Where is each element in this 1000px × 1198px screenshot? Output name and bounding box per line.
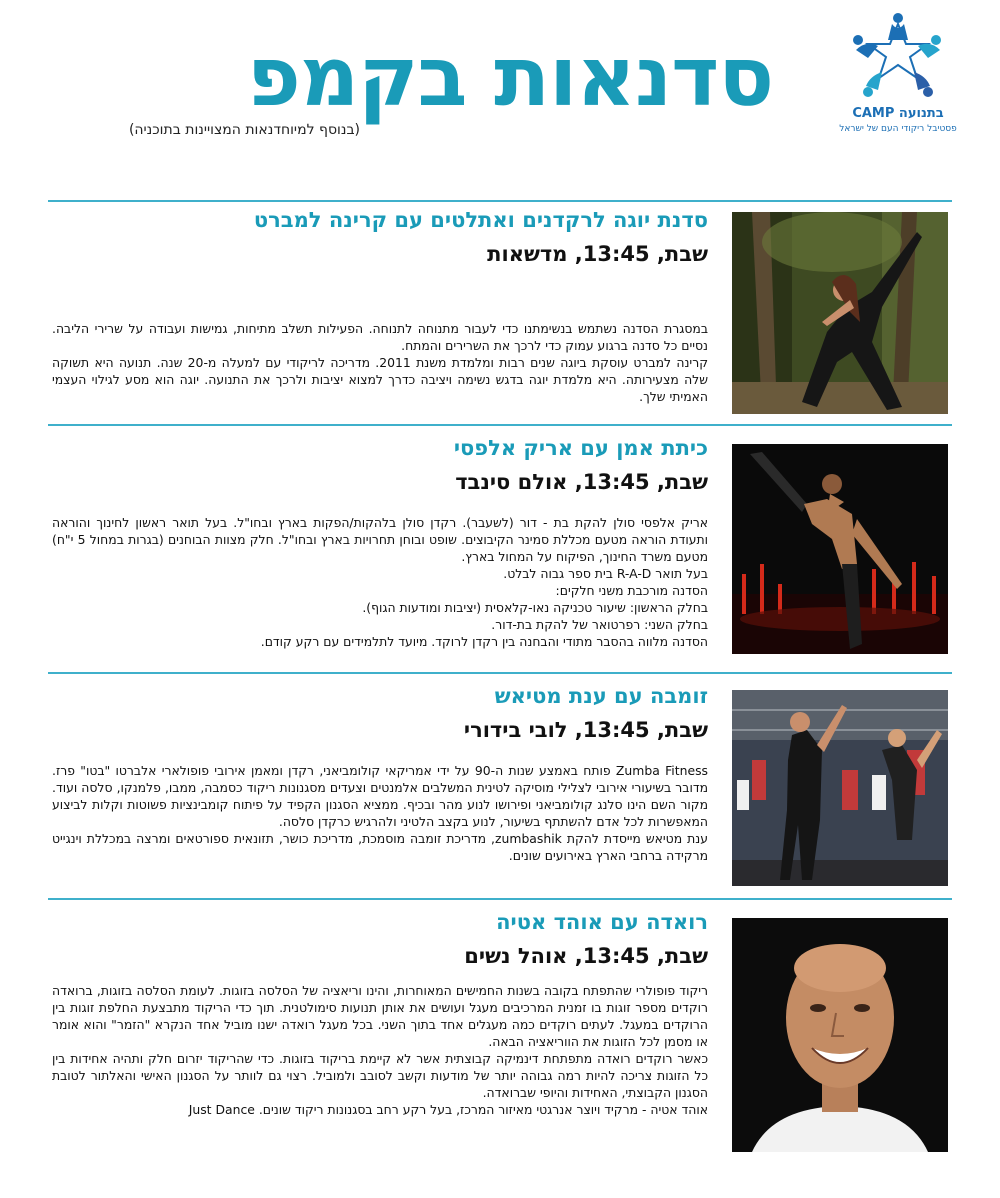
page-header <box>0 0 1000 190</box>
description-paragraph: הסדנה מלווה בהסבר מתודי והבחנה בין רקדן לרוקד. מיועד לתלמידים עם רקע קודם. <box>260 634 708 649</box>
section-divider <box>48 200 952 202</box>
festival-logo <box>838 10 958 140</box>
description-paragraph: ענת מטיאש מייסדת להקת zumbashik, מדריכת זומבה מוסמכת, מדריכת כושר, תזונאית ספורטאים ומרצה במכללת וינגייט מרקידה ברחבי הארץ באירועים שונים. <box>52 831 708 863</box>
logo-wordmark: CAMP בתנועה <box>852 106 944 121</box>
dancers-star-icon <box>848 10 948 106</box>
description-paragraph: בעל תואר R-A-D בית ספר גבוה לבלט. <box>503 566 708 581</box>
workshop-time-location: שבת, 13:45, מדשאות <box>487 242 708 266</box>
dancer-photo <box>732 444 948 654</box>
description-paragraph: קרינה למברט עוסקת ביוגה שנים רבות ומלמדת משנת 2011. מדריכה לריקודי עם למעלה מ-20 שנה. תנועה היא תשוקה שלה מצעירותה. היא מלמדת יוגה בדגש נשימה ויציבה כדרך למצוא יציבות ולרכך את התנועה. יוגה הוא מסע לגילוי העצמי האמיתי שלך. <box>52 355 708 404</box>
description-paragraph: בחלק הראשון: שיעור טכניקה נאו-קלאסית (יציבות ומודעות הגוף). <box>362 600 708 615</box>
workshop-time-location: שבת, 13:45, אולם סינבד <box>455 470 708 494</box>
workshop-zumba <box>48 684 952 892</box>
workshop-rueda <box>48 910 952 1160</box>
workshop-description <box>52 514 708 650</box>
workshop-time-location: שבת, 13:45, אוהל נשים <box>464 944 708 968</box>
workshop-description <box>52 982 708 1118</box>
workshop-time-location: שבת, 13:45, לובי בידורי <box>463 718 708 742</box>
description-paragraph: Zumba Fitness פותח באמצע שנות ה-90 על ידי אמריקאי קולומביאני, רקדן ומאמן אירובי פופולארי אלברטו "בטו" פרז. מדובר בשיעורי אירובי לצלילי מוסיקה לטינית המשלבים אלמנטים וצעדים מסגנונות ריקוד כסמבה, ממבו, פלמנקו, סלסה ועוד. מקור השם הינו סלנג קולומביאני ופירושו לנוע מהר ובכיף. ממציא הסגנון הקפיד על פיתוח קומבינציות פשוטות וקלות לביצוע המאפשרות לכל אדם להשתתף בשיעור, לנוע בקצב הלטיני ולהרגיש כרקדן סלסה. <box>52 763 708 829</box>
section-divider <box>48 672 952 674</box>
zumba-photo <box>732 690 948 886</box>
workshop-description <box>52 320 708 405</box>
description-paragraph: אוהד אטיה - מרקיד ויוצר אנרגטי מאיזור המרכז, בעל רקע רחב בסגנונות ריקוד שונים. Just Dance <box>188 1102 708 1117</box>
workshop-title: זומבה עם ענת מטיאש <box>494 684 708 708</box>
page-title: סדנאות בקמפ <box>246 30 774 125</box>
description-paragraph: אריק אלפסי סולן להקת בת - דור (לשעבר). רקדן סולן בלהקות/הפקות בארץ ובחו"ל. בעל תואר ראשון לחינוך והוראה ותעודת הוראה מטעם מכללת סמינר הקיבוצים. שופט ובוחן תחרויות בארץ ובחו"ל. חלק מצוות הבוחנים (בגרות במחול 5 י"ח) מטעם משרד החינוך, הפיקוח על המחול בארץ. <box>52 515 708 564</box>
logo-tagline: פסטיבל ריקודי העם של ישראל <box>839 124 957 134</box>
workshop-master-class <box>48 436 952 664</box>
yoga-photo <box>732 212 948 414</box>
section-divider <box>48 424 952 426</box>
workshop-yoga <box>48 208 952 418</box>
page-subtitle: (בנוסף למיוחדנאות המצויינות בתוכניה) <box>128 122 360 138</box>
description-paragraph: בחלק השני: רפרטואר של להקת בת-דור. <box>491 617 708 632</box>
description-paragraph: הסדנה מורכבת משני חלקים: <box>555 583 708 598</box>
description-paragraph: במסגרת הסדנה נשתמש בנשימתנו כדי לעבור מתנוחה לתנוחה. הפעילות תשלב מתיחות, גמישות ועבודה על שרירי הליבה. נסיים כל סדנה ברגוע עמוק כדי לרכך את השרירים והמתח. <box>52 321 708 353</box>
portrait-photo <box>732 918 948 1152</box>
description-paragraph: ריקוד פופולרי שהתפתח בקובה בשנות החמישים המאוחרות, והינו וריאציה של הסלסה בזוגות. לעומת הסלסה בזוגות, ברואדה רוקדים מספר זוגות בו זמנית המרכיבים מעגל ועושים את אותן תנועות סימולטנית. תוך כדי הריקוד מתבצעת החלפת זוגות בין הרוקדים במעגל. לעתים רוקדים כמה מעגלים אחד בתוך השני. בכל מעגל רואדה ישנו מוביל אחד הנקרא "הזמר" והוא אומר או מסמן לכל הזוגות את הווריאציה הבאה. <box>52 983 708 1049</box>
section-divider <box>48 898 952 900</box>
workshop-title: סדנת יוגה לרקדנים ואתלטים עם קרינה למברט <box>253 208 708 232</box>
workshop-title: רואדה עם אוהד אטיה <box>496 910 708 934</box>
description-paragraph: כאשר רוקדים רואדה מתפתחת דינמיקה קבוצתית אשר לא קיימת בריקוד בזוגות. כדי שהריקוד יזרום חלק ותהיה אחידות בין כל הזוגות צריכה להיות רמה גבוהה יותר של מודעות וקשב לסובב ולמוביל. רצוי גם לוותר על הסגנון האישי והאלתור לטובת הסגנון הקבוצתי, האחידות והיופי שברואדה. <box>52 1051 708 1100</box>
workshop-title: כיתת אמן עם אריק אלפסי <box>453 436 708 460</box>
workshop-description <box>52 762 708 864</box>
